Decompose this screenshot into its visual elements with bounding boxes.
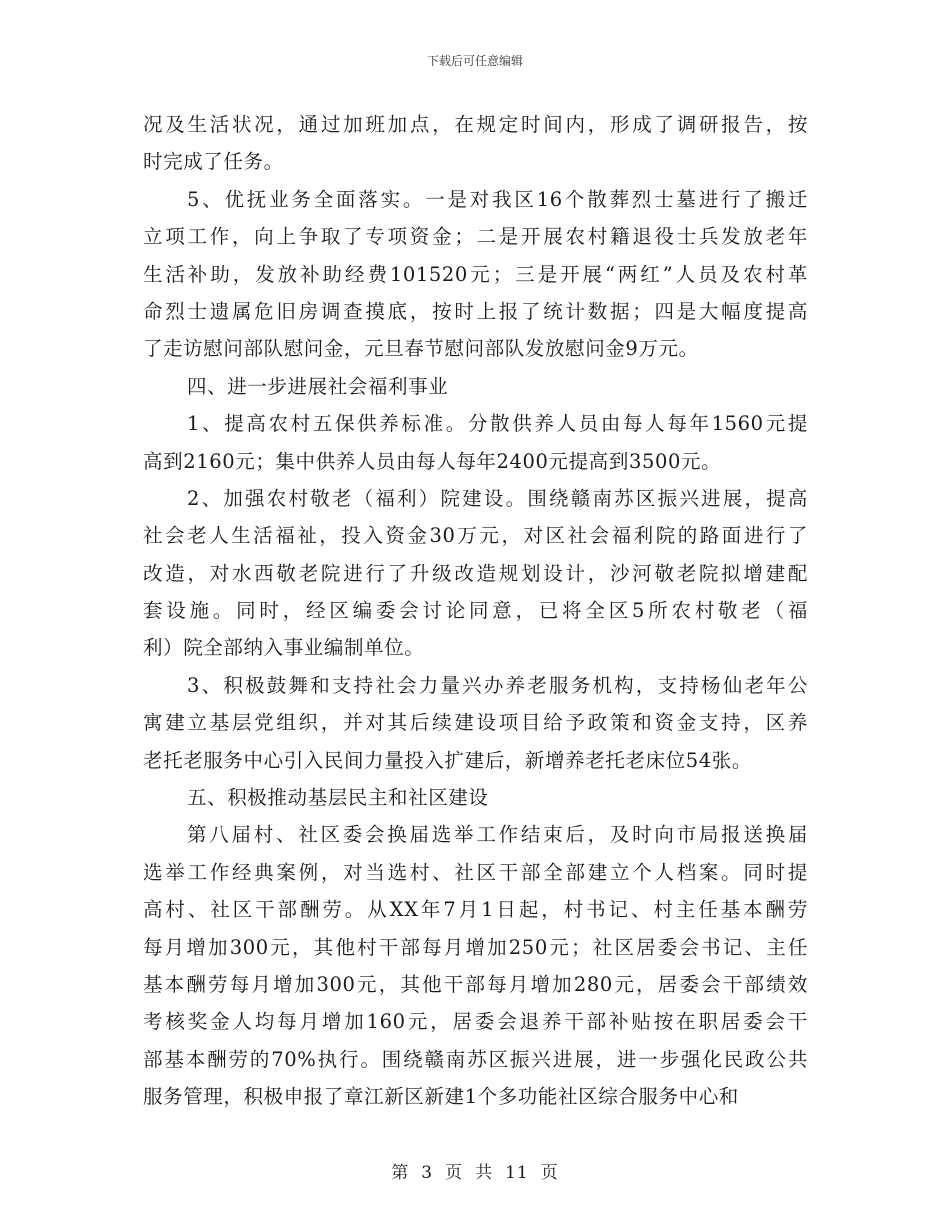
paragraph bbox=[143, 181, 808, 368]
paragraph bbox=[143, 405, 808, 480]
page-header-note: 下载后可任意编辑 bbox=[426, 54, 523, 68]
text-line: 命烈士遗属危旧房调查摸底，按时上报了统计数据；四是大幅度提高 bbox=[143, 299, 808, 323]
text-line: 改造，对水西敬老院进行了升级改造规划设计，沙河敬老院拟增建配 bbox=[143, 561, 808, 585]
footer-total-label: 共 bbox=[475, 1163, 494, 1183]
text-line: 四、进一步进展社会福利事业 bbox=[187, 374, 449, 398]
footer-page-unit: 页 bbox=[445, 1163, 464, 1183]
paragraph bbox=[143, 816, 808, 1115]
paragraph bbox=[143, 106, 808, 181]
text-line: 第八届村、社区委会换届选举工作结束后，及时向市局报送换届 bbox=[187, 823, 808, 847]
text-line: 社会老人生活福祉，投入资金30万元，对区社会福利院的路面进行了 bbox=[143, 524, 808, 548]
text-line: 服务管理，积极申报了章江新区新建1个多功能社区综合服务中心和 bbox=[143, 1085, 739, 1109]
paragraph bbox=[143, 368, 808, 405]
text-line: 考核奖金人均每月增加160元，居委会退养干部补贴按在职居委会干 bbox=[143, 1010, 808, 1034]
text-line: 3、积极鼓舞和支持社会力量兴办养老服务机构，支持杨仙老年公 bbox=[187, 673, 808, 697]
text-line: 基本酬劳每月增加300元，其他干部每月增加280元，居委会干部绩效 bbox=[143, 972, 808, 996]
text-line: 生活补助，发放补助经费101520元；三是开展“两红”人员及农村革 bbox=[143, 262, 808, 286]
text-line: 五、积极推动基层民主和社区建设 bbox=[187, 786, 489, 810]
page-footer bbox=[0, 1158, 950, 1183]
footer-total-unit: 页 bbox=[540, 1163, 559, 1183]
text-line: 1、提高农村五保供养标准。分散供养人员由每人每年1560元提 bbox=[187, 412, 808, 436]
text-line: 利）院全部纳入事业编制单位。 bbox=[143, 636, 425, 660]
text-line: 况及生活状况，通过加班加点，在规定时间内，形成了调研报告，按 bbox=[143, 113, 808, 136]
text-line: 选举工作经典案例，对当选村、社区干部全部建立个人档案。同时提 bbox=[143, 860, 808, 884]
text-line: 每月增加300元，其他村干部每月增加250元；社区居委会书记、主任 bbox=[143, 935, 808, 959]
footer-page-label: 第 bbox=[391, 1163, 410, 1183]
text-line: 高村、社区干部酬劳。从XX年7月1日起，村书记、村主任基本酬劳 bbox=[143, 898, 808, 922]
text-line: 老托老服务中心引入民间力量投入扩建后，新增养老托老床位54张。 bbox=[143, 748, 752, 772]
text-line: 时完成了任务。 bbox=[143, 150, 284, 174]
text-line: 了走访慰问部队慰问金，元旦春节慰问部队发放慰问金9万元。 bbox=[143, 337, 699, 361]
paragraph bbox=[143, 480, 808, 667]
text-line: 部基本酬劳的70%执行。围绕赣南苏区振兴进展，进一步强化民政公共 bbox=[143, 1047, 808, 1071]
footer-total-pages: 11 bbox=[505, 1163, 529, 1183]
text-line: 高到2160元；集中供养人员由每人每年2400元提高到3500元。 bbox=[143, 449, 722, 473]
text-line: 立项工作，向上争取了专项资金；二是开展农村籍退役士兵发放老年 bbox=[143, 225, 808, 249]
document-body bbox=[143, 106, 808, 1116]
text-line: 5、优抚业务全面落实。一是对我区16个散葬烈士墓进行了搬迁 bbox=[187, 187, 808, 211]
text-line: 寓建立基层党组织，并对其后续建设项目给予政策和资金支持，区养 bbox=[143, 711, 808, 735]
text-line: 套设施。同时，经区编委会讨论同意，已将全区5所农村敬老（福 bbox=[143, 599, 808, 623]
footer-page-number: 3 bbox=[421, 1163, 434, 1183]
paragraph bbox=[143, 779, 808, 816]
paragraph bbox=[143, 667, 808, 779]
text-line: 2、加强农村敬老（福利）院建设。围绕赣南苏区振兴进展，提高 bbox=[187, 486, 808, 510]
